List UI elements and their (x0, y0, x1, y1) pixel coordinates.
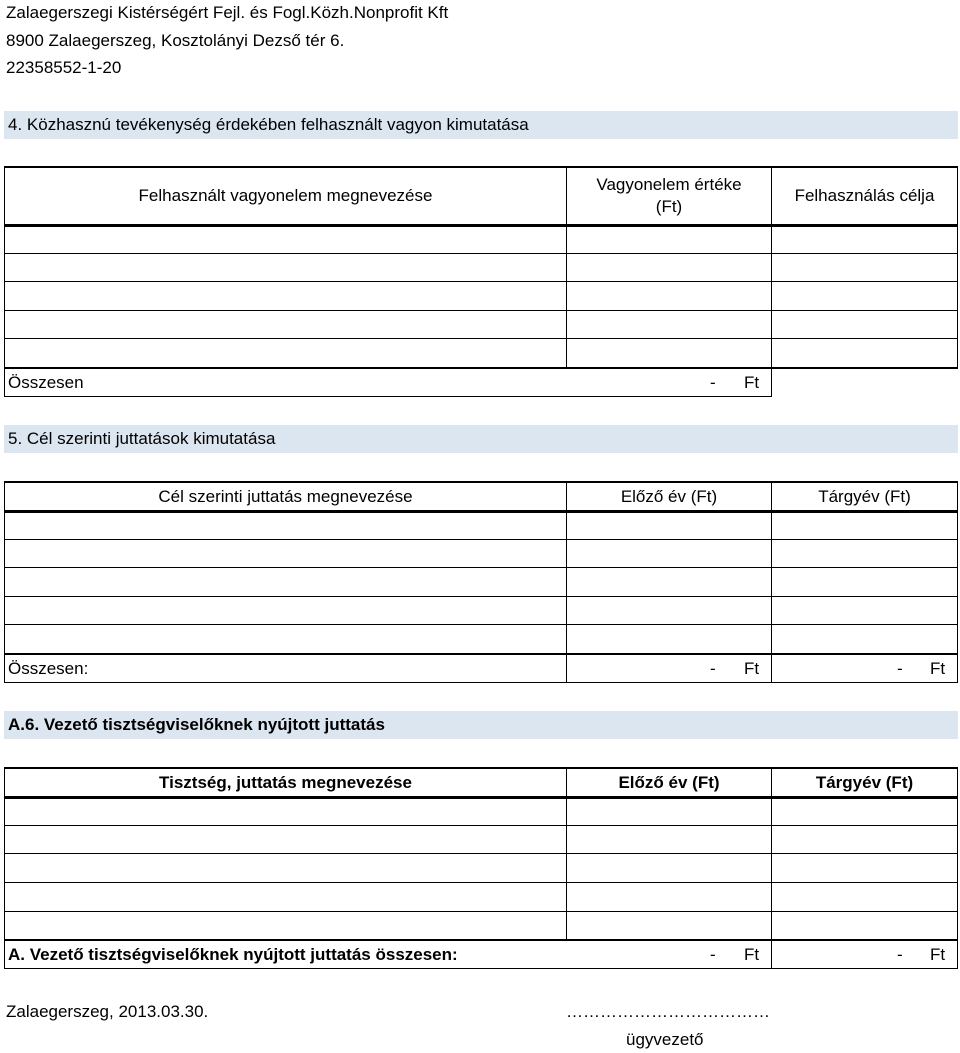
table-row-divider (4, 825, 958, 826)
table-row-divider (4, 539, 958, 540)
col-header-asset-value-line1: Vagyonelem értéke (596, 175, 742, 194)
table-row-divider (4, 310, 958, 311)
col-header-position-name: Tisztség, juttatás megnevezése (159, 772, 412, 792)
table-header-divider (4, 796, 958, 799)
col-header-previous-year: Előző év (Ft) (620, 486, 718, 506)
sectionA6-total-cur-dash: - (897, 945, 903, 964)
table-row-divider (4, 567, 958, 568)
table-col-divider (566, 481, 567, 683)
col-header-benefit-name: Cél szerinti juttatás megnevezése (158, 486, 413, 506)
table-header-divider (4, 510, 958, 513)
section4-title: 4. Közhasznú tevékenység érdekében felhasznált vagyon kimutatása (4, 111, 958, 139)
table-border (957, 166, 958, 369)
table-col-divider (771, 767, 772, 969)
table-border (4, 396, 772, 397)
section5-total-label: Összesen: (8, 659, 89, 678)
table-row-divider (4, 853, 958, 854)
table-border (4, 767, 5, 969)
table-border (957, 767, 958, 969)
table-row-divider (4, 367, 958, 369)
col-header-usage-purpose: Felhasználás célja (794, 186, 935, 205)
signature-title: ügyvezető (626, 1030, 704, 1049)
col-header-current-year: Tárgyév (Ft) (818, 486, 911, 506)
table-row-divider (4, 653, 958, 655)
org-address: 8900 Zalaegerszeg, Kosztolányi Dezső tér 6. (6, 31, 345, 50)
table-row-divider (4, 338, 958, 339)
col-header-previous-year: Előző év (Ft) (618, 772, 720, 792)
table-row-divider (4, 253, 958, 254)
col-header-asset-value-line2: (Ft) (655, 197, 683, 216)
table-border (4, 682, 958, 683)
table-row-divider (4, 281, 958, 282)
table-row-divider (4, 882, 958, 883)
table-border (957, 481, 958, 683)
table-border (4, 481, 5, 683)
table-row-divider (4, 624, 958, 625)
section5-total-prev-unit: Ft (744, 659, 760, 678)
sectionA6-total-prev-dash: - (710, 945, 716, 964)
sectionA6-total-prev-unit: Ft (744, 945, 760, 964)
org-name: Zalaegerszegi Kistérségért Fejl. és Fogl.Közh.Nonprofit Kft (6, 3, 449, 22)
section5-title: 5. Cél szerinti juttatások kimutatása (4, 425, 958, 453)
section5-total-cur-dash: - (897, 659, 903, 678)
sectionA6-total-cur-unit: Ft (930, 945, 946, 964)
section5-total-prev-dash: - (710, 659, 716, 678)
col-header-asset-value (567, 168, 771, 224)
sectionA6-total-label: A. Vezető tisztségviselőknek nyújtott juttatás összesen: (8, 945, 458, 964)
table-row-divider (4, 596, 958, 597)
section4-total-label: Összesen (8, 373, 84, 392)
signature-line: ……………………………… (566, 1002, 770, 1021)
sectionA6-title: A.6. Vezető tisztségviselőknek nyújtott juttatás (4, 711, 958, 739)
table-header-divider (4, 224, 958, 227)
section4-total-unit: Ft (744, 373, 760, 392)
col-header-asset-name: Felhasznált vagyonelem megnevezése (138, 186, 433, 205)
section4-total-dash: - (710, 373, 716, 392)
section5-total-cur-unit: Ft (930, 659, 946, 678)
col-header-current-year: Tárgyév (Ft) (815, 772, 914, 792)
table-col-divider (771, 481, 772, 683)
place-and-date: Zalaegerszeg, 2013.03.30. (6, 1002, 209, 1021)
table-row-divider (4, 911, 958, 912)
org-tax-id: 22358552-1-20 (6, 58, 122, 77)
